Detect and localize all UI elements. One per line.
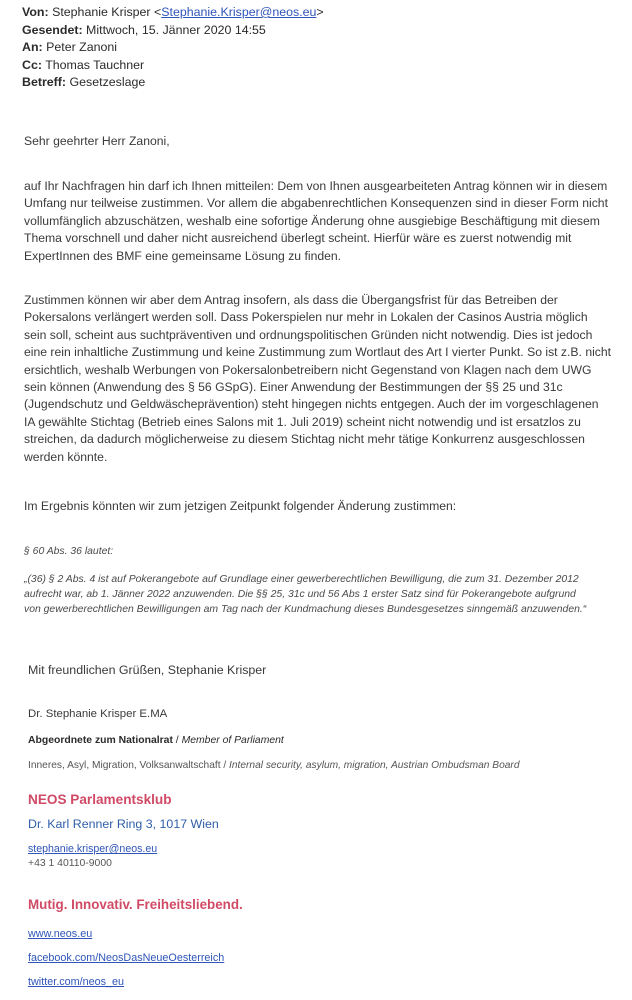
- subject-line: [22, 74, 324, 92]
- signature-phone: +43 1 40110-9000: [28, 858, 112, 869]
- closing: Mit freundlichen Grüßen, Stephanie Krisper: [28, 663, 267, 677]
- signature-email-link[interactable]: stephanie.krisper@neos.eu: [28, 843, 158, 855]
- subject-value: Gesetzeslage: [69, 75, 146, 89]
- website-link[interactable]: www.neos.eu: [28, 928, 93, 940]
- areas-en: Internal security, asylum, migration, Austrian Ombudsman Board: [229, 760, 520, 771]
- from-line: [22, 4, 324, 22]
- areas-de: Inneres, Asyl, Migration, Volksanwaltschaft: [28, 760, 221, 771]
- areas-separator: /: [220, 760, 230, 771]
- motto: Mutig. Innovativ. Freiheitsliebend.: [28, 897, 243, 912]
- to-line: [22, 39, 324, 57]
- quote-intro: § 60 Abs. 36 lautet:: [24, 546, 114, 557]
- from-name: Stephanie Krisper <: [52, 5, 162, 19]
- facebook-link[interactable]: facebook.com/NeosDasNeueOesterreich: [28, 952, 225, 964]
- quote-text: „(36) § 2 Abs. 4 ist auf Pokerangebote auf Grundlage einer gewerberechtlichen Bewilligung, die zum 31. Dezember 2012 aufrecht war, ab 1. Jänner 2022 anzuwenden. Die §§ 25, 31c und 56 Abs 1 erster Satz sind für Pokerangebote aufgrund von gewerberechtlichen Bewilligungen am Tag nach der Kundmachung dieses Bundesgesetzes sinngemäß anzuwenden.“: [24, 574, 587, 615]
- sent-label: Gesendet:: [22, 22, 83, 37]
- signature-name: Dr. Stephanie Krisper E.MA: [28, 708, 168, 720]
- role-separator: /: [172, 735, 182, 746]
- email-header: [22, 4, 324, 92]
- club-address: Dr. Karl Renner Ring 3, 1017 Wien: [28, 817, 219, 831]
- role-en: Member of Parliament: [181, 735, 284, 746]
- cc-line: [22, 57, 324, 75]
- paragraph-3: Im Ergebnis könnten wir zum jetzigen Zeitpunkt folgender Änderung zustimmen:: [24, 499, 457, 513]
- sent-value: Mittwoch, 15. Jänner 2020 14:55: [86, 22, 266, 37]
- from-label: Von:: [22, 5, 49, 19]
- club-name: NEOS Parlamentsklub: [28, 792, 172, 807]
- cc-label: Cc:: [22, 57, 42, 72]
- twitter-link[interactable]: twitter.com/neos_eu: [28, 976, 125, 988]
- subject-label: Betreff:: [22, 75, 67, 89]
- from-bracket: >: [316, 5, 324, 19]
- to-value: Peter Zanoni: [46, 40, 118, 54]
- cc-value: Thomas Tauchner: [45, 57, 145, 72]
- role-de: Abgeordnete zum Nationalrat: [28, 735, 173, 746]
- to-label: An:: [22, 40, 43, 54]
- salutation: Sehr geehrter Herr Zanoni,: [24, 134, 170, 148]
- signature-role: [28, 735, 284, 746]
- paragraph-1: auf Ihr Nachfragen hin darf ich Ihnen mitteilen: Dem von Ihnen ausgearbeiteten Antrag können wir in diesem Umfang nur teilweise zustimmen. Vor allem die abgabenrechtlichen Konsequenzen sind in dieser Form nicht vollumfänglich abzuschätzen, weshalb eine sofortige Änderung ohne ausgiebige Beschäftigung mit diesem Thema vorschnell und daher nicht ausreichend überlegt scheint. Hierfür wäre es zuerst notwendig mit ExpertInnen des BMF eine gemeinsame Lösung zu finden.: [24, 179, 608, 263]
- paragraph-2: Zustimmen können wir aber dem Antrag insofern, als dass die Übergangsfrist für das Betreiben der Pokersalons verlängert werden soll. Dass Pokerspielen nur mehr in Lokalen der Casinos Austria möglich sein soll, scheint aus suchtpräventiven und ordnungspolitischen Gründen nicht notwendig. Dies ist jedoch eine rein inhaltliche Zustimmung und keine Zustimmung zum Wortlaut des Art I vierter Punkt. So ist z.B. nicht ersichtlich, weshalb Werbungen von Pokersalonbetreibern nicht Gegenstand von Klagen nach dem UWG sein können (Anwendung des § 56 GSpG). Einer Anwendung der Bestimmungen der §§ 25 und 31c (Jugendschutz und Geldwäscheprävention) steht hingegen nichts entgegen. Auch der im vorgeschlagenen IA gewählte Stichtag (Betrieb eines Salons mit 1. Juli 2019) scheint nicht notwendig und ist ersatzlos zu streichen, da dadurch möglicherweise zu diesem Stichtag nicht mehr tätige Konkurrenz ausgeschlossen werden könnte.: [24, 293, 612, 464]
- signature-areas: [28, 760, 520, 771]
- sent-line: [22, 22, 324, 40]
- from-email-link[interactable]: Stephanie.Krisper@neos.eu: [161, 5, 317, 19]
